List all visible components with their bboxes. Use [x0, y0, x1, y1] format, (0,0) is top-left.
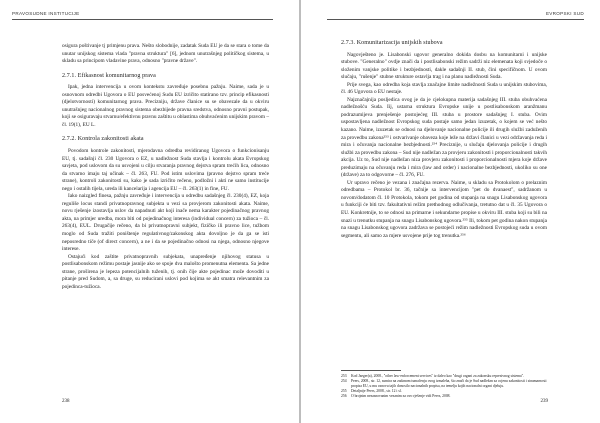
paragraph: Iako naizgled finesa, pažnju zavređuje i intervencija u odredbu sadašnjeg čl. 230(4), EZ, koja reguliše locus standi privatnopravnog subjekta u vezi sa provjerom zakonitosti akata. Naime, novu rješenje izostavlja uslov da napadnuti akt koji inače nema karakter pojedinačnog pravnog akta, na primjer uredba, mora biti od pojedinačnog interesa (individual concern) za tužioca – čl. 263(4), EUL. Drugačije rečeno, da bi privatnopravni subjekt, fizičko ili pravno lice, tužbom moglo od Suda tražiti poništenje regulativnog/zakonskog akta dovoljno je da ga se isti neposredno tiče (of direct concern), a ne i da se pojedinačno odnosi na njega, odnosno njegove interese.	[62, 193, 269, 253]
footnote-rule	[341, 370, 401, 371]
right-page	[301, 0, 600, 423]
intro-paragraph: osigura poštivanje tj primjenu prava. Nešto slobodnije, zadatak Suda EU je da se stara o tome da unutar unijskog sistema vlada "pravna struktura" [6], jednom unutrašnjeg političkog sistema, u skladu sa principom vladavine prava, odnosno "pravne države".	[62, 43, 269, 65]
section-heading-2-7-3: 2.7.3. Komunitarizacija unijskih stubova	[341, 40, 443, 46]
header-rule-right	[327, 19, 584, 20]
page-number-right: 239	[540, 399, 548, 404]
left-text-column	[62, 43, 269, 291]
footnote-text: Detaljnije Peers, 2008., str. 12 i sl.	[351, 389, 402, 393]
footnote-number: 254	[341, 379, 347, 383]
footnote-text: Peers, 2008., str. 12, sumira na zadanom tumačenju ovog izmaleha, što znači da je Sud nadležan za ocjenu zakonitosti i sinamarnosti propisa EU, u mu osnovu tajih donosilo nacionalnih propisa, na temelju kojih nacionalni organi djeluju.	[351, 379, 547, 388]
paragraph: Ostajući kod zaštite privatnopravnih subjekata, unapređenje njihovog statusa u postlisabonskom režimu postaje jasnije ako se spoje dva malošto promenutna elementa. Sa jedne strane, proširena je lepeza potencijalnih tuženih, tj. onih čije akte pojedinac može dovoditi u pitanje pred Sudom, a, sa druge, su reducirani uslovi pod kojima se akt smatra relevantnim za pojedinca-tužioca.	[62, 253, 269, 290]
section-heading-2-7-2: 2.7.2. Kontrola zakonitosti akata	[62, 136, 144, 143]
footnote-number: 256	[341, 394, 347, 398]
footnote-text: O brojnim nezasnovanim vezanim za ovo rješenje vidi Peers, 2008.	[351, 394, 451, 398]
footnote	[341, 394, 547, 399]
running-head-right: EVROPSKI SUD	[545, 11, 584, 16]
page-number-left: 238	[62, 399, 70, 404]
footnote-text: Kod Jaeger(a), 2008., "other law-enforcement services" iz daleo kao "drugi organi za zakonsku represivnog sistema".	[351, 374, 525, 378]
footnote-number: 253	[341, 374, 347, 378]
footnotes	[341, 374, 547, 399]
running-head-left: PRAVOSUDNE INSTITUCIJE	[12, 11, 80, 16]
right-text-column	[341, 40, 547, 240]
header-rule-left	[12, 19, 273, 20]
footnote-number: 255	[341, 389, 347, 393]
paragraph: Povodom kontrole zakonitosti, mjerodavna odredba revidiranog Ugovora o funkcionisanju EU, tj. sadašnji čl. 230 Ugovora o EZ, u nadležnost Suda stavlja i kontrolu akata Evropskog savjeta, pod uslovom da su usvojeni u cilju stvaranja pravnog dejstva spram trećih lica, odnosno da stvarno imaju taj učinak – čl. 263, FU. Pod istim uslovima (pravno dejstvo spram treće strane), kontroli zakonitosti su, kako je sada izričito rečeno, podložni i akti ne samo institucije nego i ostalih tijela, ureda ili kancelarija i agencija EU – čl. 263(1) in fine, FU.	[62, 148, 269, 192]
paragraph: Najznačajnija posljedica ovog je da je cjelokupna materija sadašnjeg III. stuba obuhvaćena nadležnošću Suda. Iiј, ustarna struktura Evropske unije u postlisabonskom aranžmanu podrazumijeva prenješenje postojećeg III. stuba u prostore sadašnjeg I. stuba. Ovim uspostavljena nadležnost Evropskog suda postaje samo jedan izuzetak, o kojem se već nešto kazano. Naime, izuzetak se odnosi na djelovanje nacionalne policije ili drugih službi zaduženih za provedbu zakona²⁵³ i ostvarivanje obaveza koje leže na državi članici u vezi održavanja reda i mira i očuvanja nacionalne bezbjednosti.²⁵⁴ Precizniје, u slučaju djelovanja policije i drugih službi za provedbu zakona – Sud nije nadležan za provjeru zakonitosti i proporcionalnosti takvih akcija. Uz to, Sud nije nadležan niza provjeru zakonitosti i proporcionalnosti mjera koje države preduzimaju na očuvanju reda i mira (law and order) i nacionalne bezbjednosti, ukoliko su one (države) za to odgovorne – čl. 276, FU.	[341, 96, 547, 179]
paragraph: Prije svega, kao odredba koja stavlja značajne limite nadležnosti Suda u unijskim stubovima, čl. 46 Ugovora o EU nestaje.	[341, 81, 547, 96]
section-heading-2-7-1: 2.7.1. Efikasnost komunitarnog prava	[62, 72, 156, 79]
paragraph: Ur upravo rečeno je vezana i značajna rezerva. Naime, u skladu sa Protokolom o prelaznim odredbama – Protokol br. 36, tačnije sa intervencijom "pet do dvanaest", sadržanom u novom/dodatom čl. 10 Protokola, tokom pet godina od stupanja na snagu Lisabonskog ugovora u funkciji će biti tzv. fakultativni režim prethodnog odlučivanja, tretutno dat u čl. 35 Ugovora o EU. Konkretnije, to se odnosi na primarne i sekundarne propise u okviru III. stuba koji su bili na snazi u trenutku stupanja na snagu Lisabonskog ugovora.²⁵⁵ Ili, tokom pet godina nakon stupanja na snagu Lisabonskog ugovora zadržava se postojeći režim nadležnosti Evropskog suda u ovom segmentu, ali samo za mjere usvojene prije tog trenutka.²⁵⁶	[341, 179, 547, 239]
paragraph: Nagovještenо je. Lisabonski ugovor generalno dokida dosbu na komunitarni i unijske stubove. "Generalno" ovdje znači da i postlisabonski režim sadrži niz elemenata koji svjedoče o složenim vanjske politike i bezbjednosti, dakle sadašnji II. stub, čini specifičnom. U ovom slučaju, "rušenje" stubne strukture ostavlja trag i na planu nadležnosti Suda.	[341, 51, 547, 81]
paragraph: Ipak, jedna intervencija u ovom kontekstu zavređuje posebnu pažnju. Naime, sada je u osnovnom odredbi Ugovora o EU posvećenoj Sudu EU izričito statirano tzv. princip efikasnosti (djelotvornosti) komunitarnog prava. Precizniju, države članice su se obavezale da u okviru unutrašnjeg nacionalnog pravnog sistema obezbijede pravna sredstva, odnosno pravni postupak, koji se osiguravaju stvarnu/efektivnu pravnu zaštitu u oblastima obuhvaćenim unijskim pravom – čl. 19(1), EU L.	[62, 84, 269, 128]
footnote	[341, 379, 547, 389]
left-page	[0, 0, 299, 423]
